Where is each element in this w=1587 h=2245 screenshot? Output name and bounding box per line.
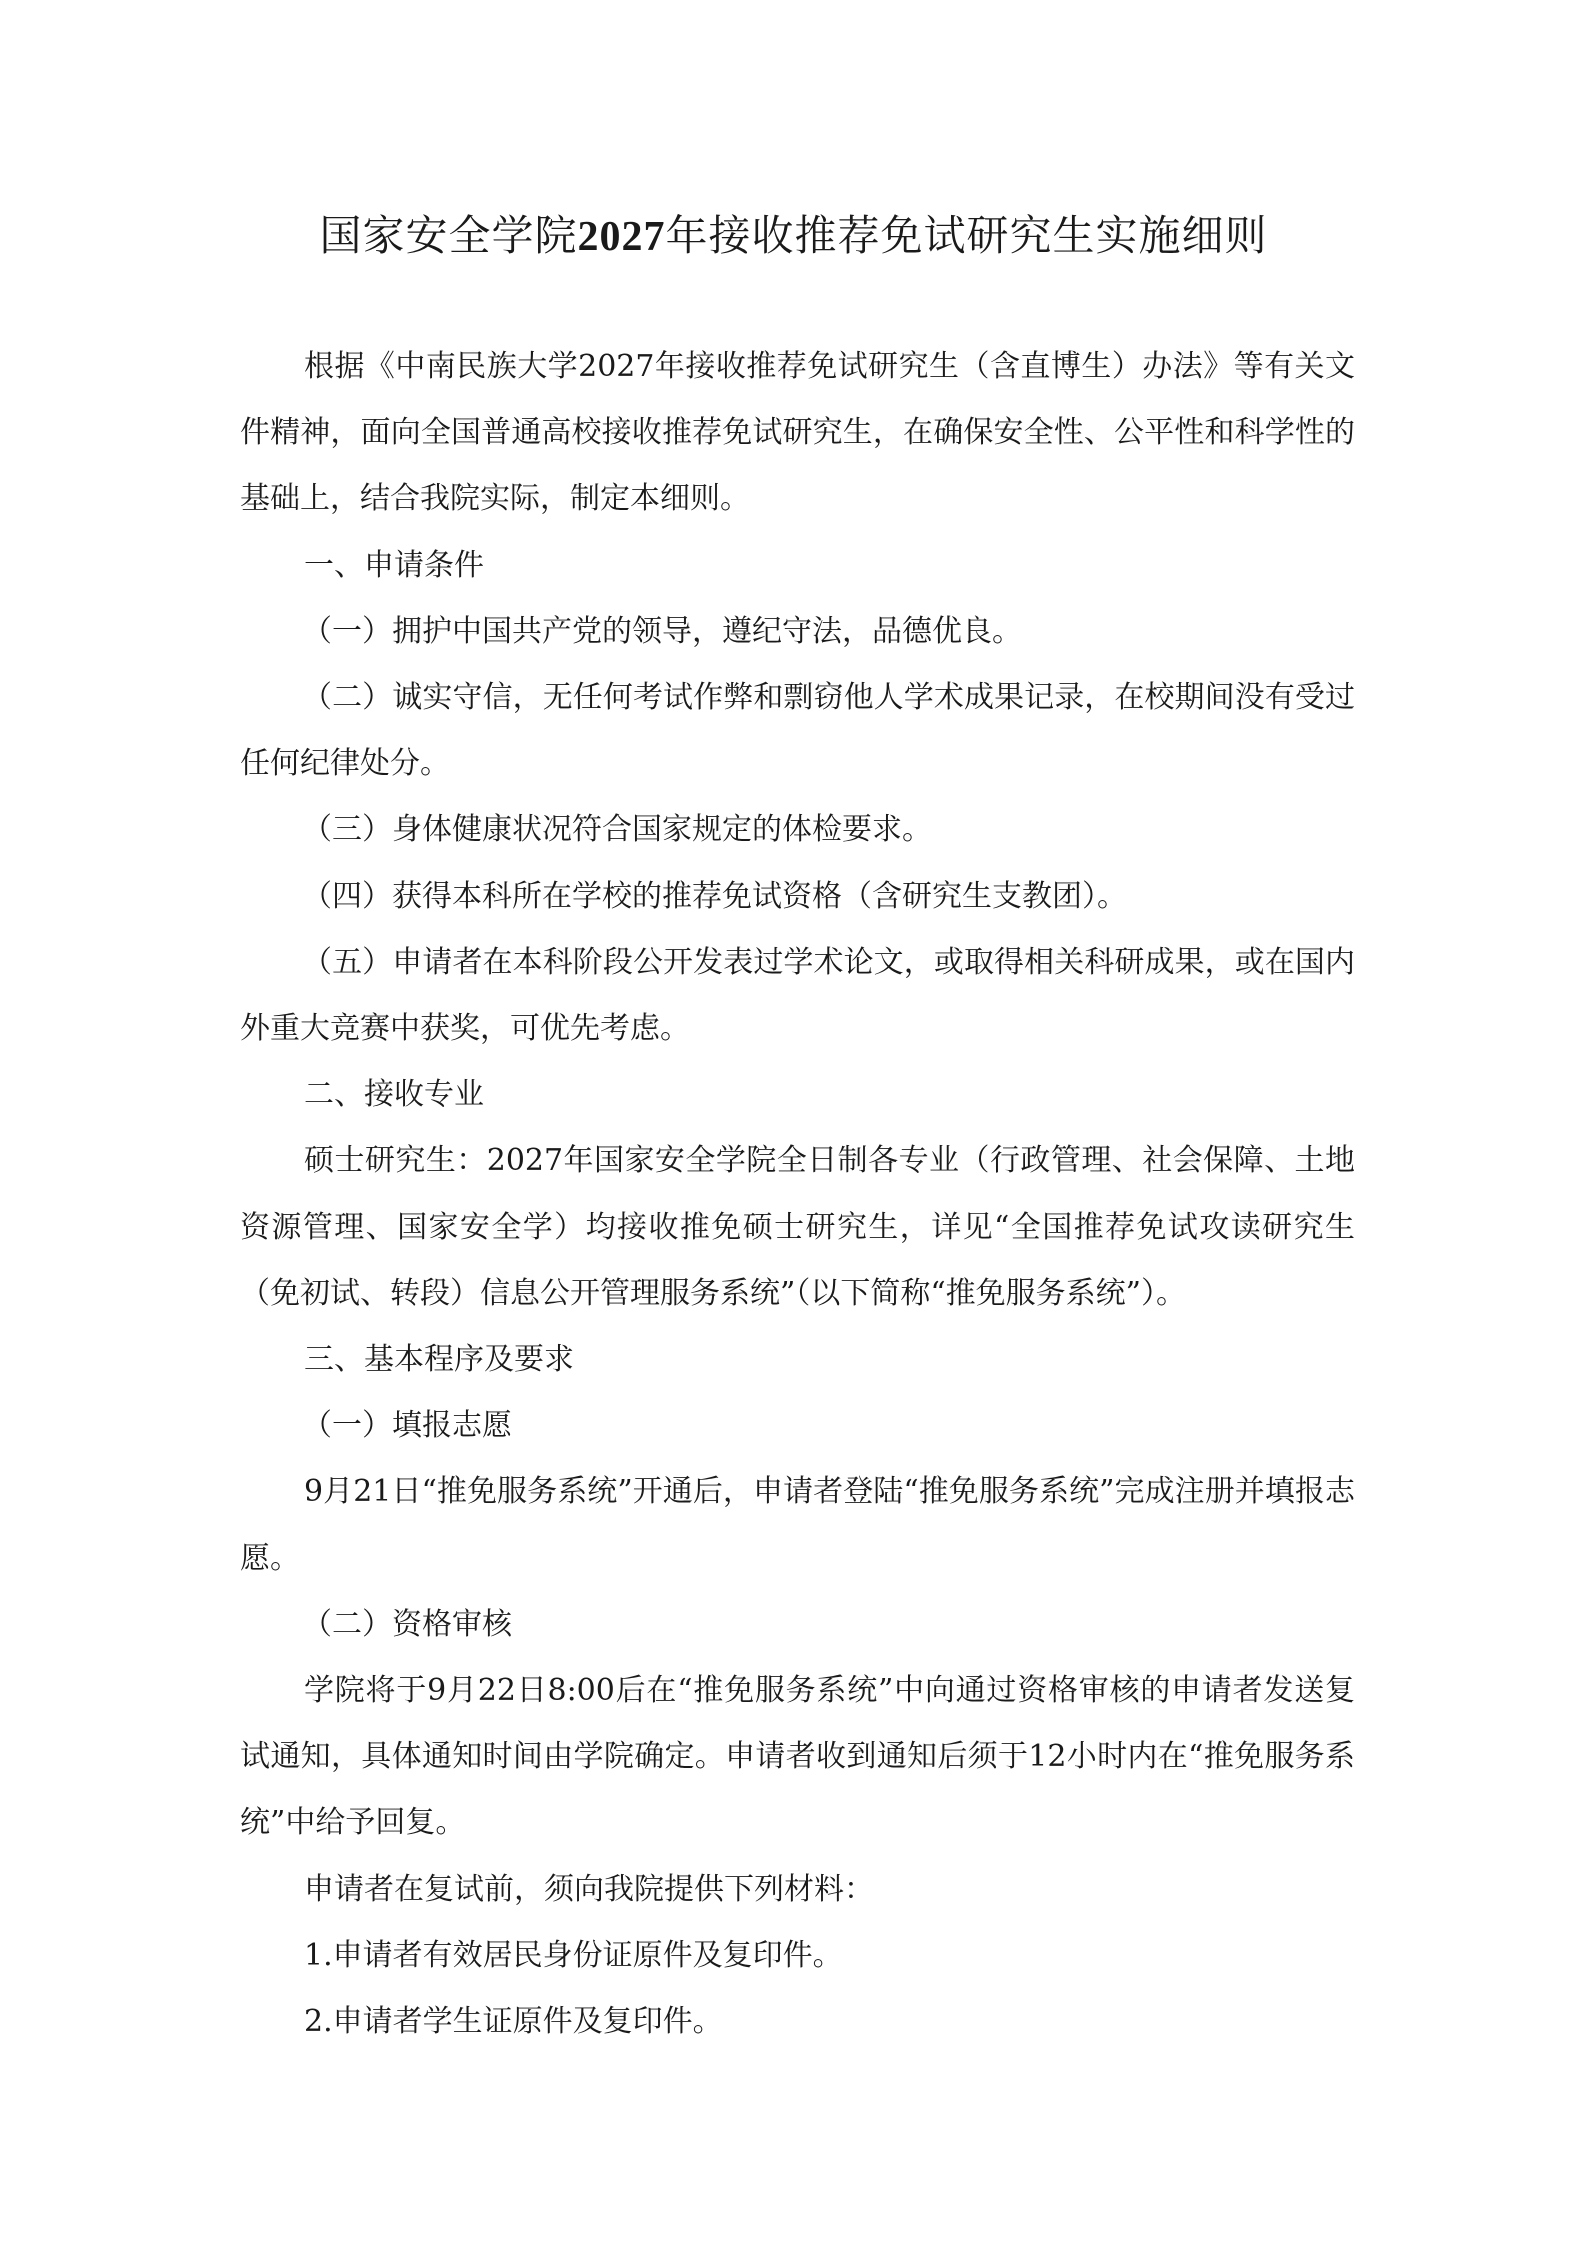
material-item-2: 2.申请者学生证原件及复印件。 (304, 2004, 723, 2040)
condition-item-2: （二）诚实守信，无任何考试作弊和剽窃他人学术成果记录，在校期间没有受过任何纪律处分。 (240, 680, 1355, 782)
section-heading-majors: 二、接收专业 (304, 1077, 484, 1113)
title-year: 2027 (577, 214, 666, 260)
section-heading-procedure: 三、基本程序及要求 (304, 1342, 574, 1378)
application-paragraph: 9月21日“推免服务系统”开通后，申请者登陆“推免服务系统”完成注册并填报志愿。 (240, 1474, 1355, 1576)
title-prefix: 国家安全学院 (319, 211, 578, 260)
procedure-subheading-review: （二）资格审核 (302, 1606, 512, 1642)
condition-item-1: （一）拥护中国共产党的领导，遵纪守法，品德优良。 (302, 613, 1022, 649)
intro-paragraph: 根据《中南民族大学2027年接收推荐免试研究生（含直博生）办法》等有关文件精神，面向全国普通高校接收推荐免试研究生，在确保安全性、公平性和科学性的基础上，结合我院实际，制定本细则。 (240, 349, 1355, 517)
document-body (240, 334, 1355, 2055)
document-title (0, 208, 1587, 265)
materials-intro: 申请者在复试前，须向我院提供下列材料： (304, 1871, 874, 1907)
condition-item-5: （五）申请者在本科阶段公开发表过学术论文，或取得相关科研成果，或在国内外重大竞赛中获奖，可优先考虑。 (240, 944, 1355, 1047)
condition-item-3: （三）身体健康状况符合国家规定的体检要求。 (302, 812, 932, 848)
section-heading-application-conditions: 一、申请条件 (304, 547, 484, 583)
procedure-subheading-application: （一）填报志愿 (302, 1408, 512, 1444)
condition-item-4: （四）获得本科所在学校的推荐免试资格（含研究生支教团）。 (302, 878, 1127, 914)
title-suffix: 年接收推荐免试研究生实施细则 (665, 211, 1268, 260)
review-paragraph: 学院将于9月22日8:00后在“推免服务系统”中向通过资格审核的申请者发送复试通知，具体通知时间由学院确定。申请者收到通知后须于12小时内在“推免服务系统”中给予回复。 (240, 1673, 1355, 1841)
majors-paragraph: 硕士研究生：2027年国家安全学院全日制各专业（行政管理、社会保障、土地资源管理、国家安全学）均接收推免硕士研究生，详见“全国推荐免试攻读研究生（免初试、转段）信息公开管理服务系统”（以下简称“推免服务系统”）。 (240, 1143, 1355, 1311)
material-item-1: 1.申请者有效居民身份证原件及复印件。 (304, 1937, 843, 1973)
